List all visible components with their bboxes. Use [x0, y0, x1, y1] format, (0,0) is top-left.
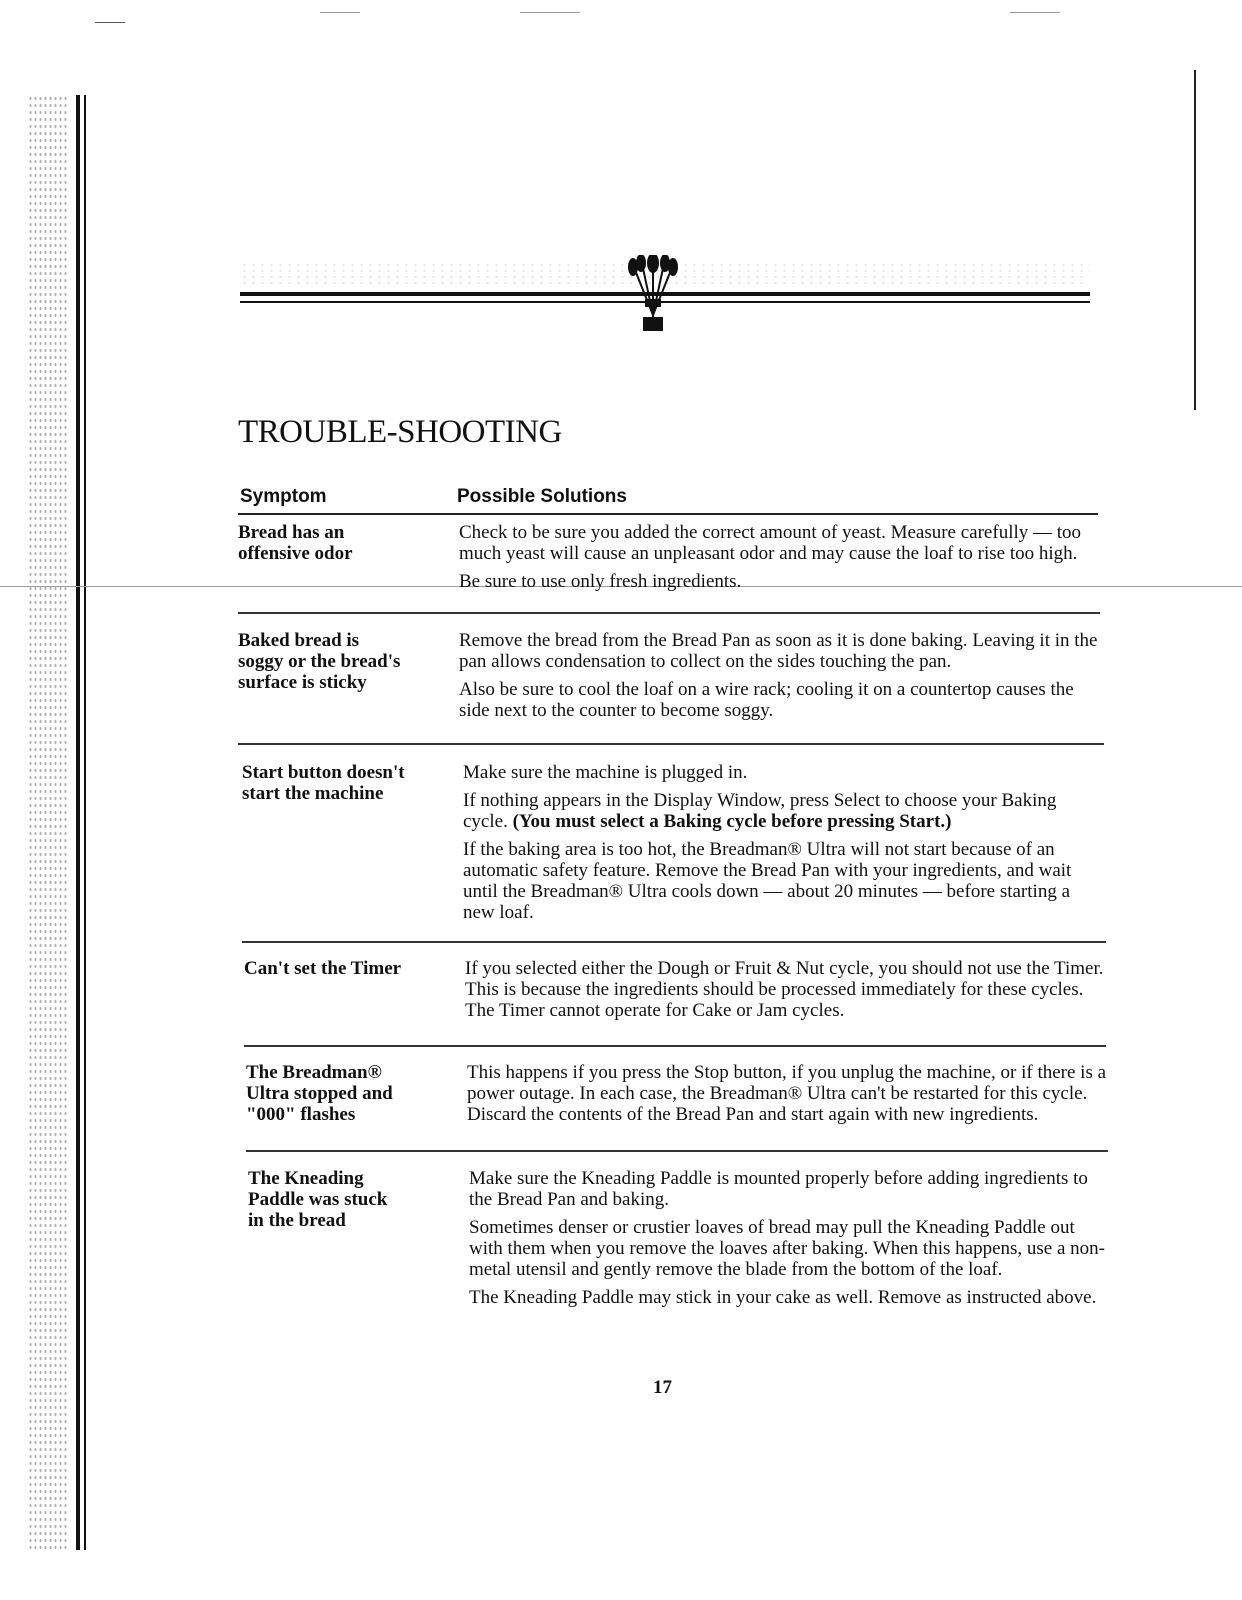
solution-cell — [469, 1168, 1109, 1315]
symptom-line: Start button doesn't — [242, 762, 405, 783]
wheat-sheaf-icon — [625, 255, 681, 333]
solution-text: Also be sure to cool the loaf on a wire rack; cooling it on a countertop causes the side next to the counter to become soggy. — [459, 679, 1074, 721]
page-title: TROUBLE-SHOOTING — [238, 414, 562, 450]
symptom-line: The Breadman® — [246, 1062, 382, 1083]
solution-cell — [467, 1062, 1107, 1132]
symptom-line: Can't set the Timer — [244, 958, 402, 979]
symptom-cell — [248, 1168, 458, 1231]
page-number: 17 — [653, 1377, 672, 1398]
solution-cell — [459, 522, 1099, 599]
solution-text: If you selected either the Dough or Fruit & Nut cycle, you should not use the Timer. This is because the ingredients should be processed immediately for these cycles. The Timer cannot operate for Cake or Jam cycles. — [465, 958, 1104, 1021]
symptom-line: Ultra stopped and — [246, 1083, 393, 1104]
solution-text-bold: (You must select a Baking cycle before pressing Start.) — [512, 811, 952, 832]
solution-text: If the baking area is too hot, the Breadman® Ultra will not start because of an automatic safety feature. Remove the Bread Pan with your ingredients, and wait until the Breadman® Ultra cools down — about 20 minutes — before starting a new loaf. — [463, 839, 1072, 923]
symptom-cell — [242, 762, 452, 804]
solutions-header: Possible Solutions — [457, 486, 627, 507]
row-divider — [242, 941, 1106, 943]
solution-text — [463, 790, 1103, 832]
scan-edge-speckle — [28, 95, 68, 1550]
symptom-cell — [246, 1062, 456, 1125]
binding-edge-line — [76, 95, 80, 1550]
row-divider — [246, 1150, 1108, 1152]
solution-text: Make sure the Kneading Paddle is mounted properly before adding ingredients to the Bread Pan and baking. — [469, 1168, 1088, 1210]
row-divider — [238, 743, 1104, 745]
solution-text: Check to be sure you added the correct amount of yeast. Measure carefully — too much yeast will cause an unpleasant odor and may cause the loaf to rise too high. — [459, 522, 1082, 564]
solution-text: The Kneading Paddle may stick in your cake as well. Remove as instructed above. — [469, 1287, 1097, 1308]
symptom-line: surface is sticky — [238, 672, 367, 693]
solution-text: Be sure to use only fresh ingredients. — [459, 571, 742, 592]
solution-cell — [459, 630, 1099, 728]
symptom-line: Baked bread is — [238, 630, 360, 651]
symptom-line: in the bread — [248, 1210, 346, 1231]
symptom-line: start the machine — [242, 783, 384, 804]
symptom-line: Paddle was stuck — [248, 1189, 388, 1210]
symptom-cell — [238, 522, 448, 564]
header-rule — [238, 513, 1098, 515]
page-right-edge — [1194, 70, 1196, 410]
symptom-cell — [244, 958, 454, 979]
row-divider — [244, 1045, 1106, 1047]
solution-cell — [465, 958, 1105, 1028]
row-divider — [238, 612, 1100, 614]
symptom-line: soggy or the bread's — [238, 651, 401, 672]
solution-cell — [463, 762, 1103, 930]
scan-top-mark — [1010, 12, 1060, 13]
symptom-line: The Kneading — [248, 1168, 364, 1189]
scan-top-rule — [95, 22, 125, 23]
solution-text: This happens if you press the Stop button, if you unplug the machine, or if there is a power outage. In each case, the Breadman® Ultra can't be restarted for this cycle. Discard the contents of the Bread Pan and start again with new ingredients. — [467, 1062, 1107, 1125]
scan-top-mark — [520, 12, 580, 13]
solution-text: Sometimes denser or crustier loaves of bread may pull the Kneading Paddle out with them when you remove the loaves after baking. When this happens, use a non-metal utensil and gently remove the blade from the bottom of the loaf. — [469, 1217, 1105, 1280]
symptom-cell — [238, 630, 448, 693]
symptom-header: Symptom — [240, 486, 327, 507]
table-header — [238, 486, 1098, 510]
symptom-line: offensive odor — [238, 543, 353, 564]
symptom-line: "000" flashes — [246, 1104, 356, 1125]
solution-text: Remove the bread from the Bread Pan as soon as it is done baking. Leaving it in the pan allows condensation to collect on the sides touching the pan. — [459, 630, 1098, 672]
scan-top-mark — [320, 12, 360, 13]
solution-text: Make sure the machine is plugged in. — [463, 762, 748, 783]
solution-text-plain: If nothing appears in the Display Window, press Select to choose your Baking cycle. — [463, 790, 1057, 832]
binding-edge-line-thin — [84, 95, 86, 1550]
symptom-line: Bread has an — [238, 522, 345, 543]
